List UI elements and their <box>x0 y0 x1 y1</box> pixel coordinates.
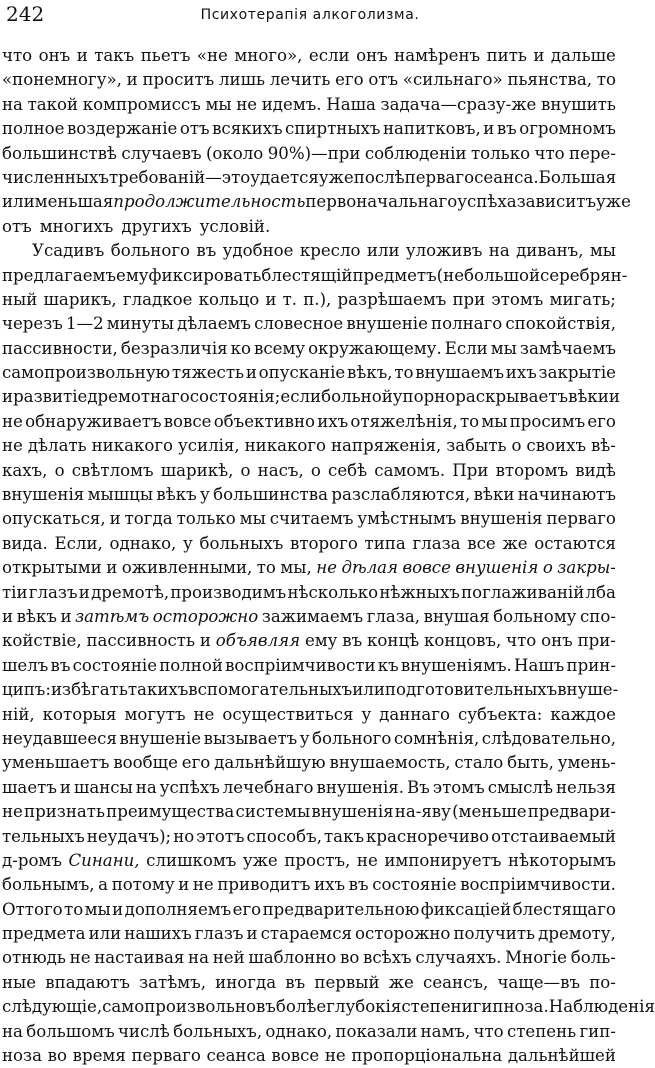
text-line: что онъ и такъ пьетъ «не много», если онъ намѣренъ пить и дальше <box>2 46 616 65</box>
text-line: вида. Если, однако, у больныхъ второго типа глаза все же остаются <box>2 533 616 553</box>
text-line: неудавшееся внушеніе вызываетъ у больного сомнѣнія, слѣдовательно, <box>2 728 616 748</box>
text-line: предлагаемъ ему фиксировать блестящій предметъ (небольшой серебрян- <box>2 265 628 285</box>
page-number: 242 <box>6 2 45 26</box>
text-line: ній, которыя могутъ не осуществиться у даннаго субъекта: каждое <box>2 704 616 724</box>
text-line: отъ многихъ другихъ условій. <box>2 216 271 236</box>
text-line: и вѣкъ и затѣмъ осторожно зажимаемъ глаза, внушая больному спо- <box>2 606 616 626</box>
page-header <box>6 2 614 28</box>
text-line: черезъ 1—2 минуты дѣлаемъ словесное внушеніе полнаго спокойствія, <box>2 314 616 334</box>
text-line: «понемногу», и проситъ лишь лечить его отъ «сильнаго» пьянства, то <box>2 70 616 90</box>
text-line: тіи глазъ и дремотѣ, производимъ нѣсколько нѣжныхъ поглаживаній лба <box>2 582 616 602</box>
text-line: пассивности, безразличія ко всему окружающему. Если мы замѣчаемъ <box>2 338 616 358</box>
text-line: шаетъ и шансы на успѣхъ лечебнаго внушенія. Въ этомъ смыслѣ нельзя <box>2 777 616 797</box>
text-line: не обнаруживаетъ вовсе объективно ихъ отяжелѣнія, то мы просимъ его <box>2 411 616 431</box>
text-line: Оттого то мы и дополняемъ его предварительною фиксаціей блестящаго <box>2 899 616 919</box>
text-line: на такой компромиссъ мы не идемъ. Наша задача—сразу-же внушить <box>2 94 616 114</box>
text-line: не признать преимущества системы внушенія на-яву (меньше предвари- <box>2 802 616 822</box>
text-line: шелъ въ состояніе полной воспріимчивости къ внушеніямъ. Нашъ прин- <box>2 655 616 675</box>
text-line: ципъ: избѣгать такихъ вспомогательныхъ или подготовительныхъ внуше- <box>2 680 619 700</box>
text-line: открытыми и оживленными, то мы, не дѣлая вовсе внушенія о закры- <box>2 558 616 578</box>
text-line: на большомъ числѣ больныхъ, однако, показали намъ, что степень гип- <box>2 1021 616 1041</box>
text-line: слѣдующіе, самопроизвольно въ болѣе глубокія степени гипноза. Наблюденія <box>2 997 655 1017</box>
text-line: ноза во время перваго сеанса вовсе не пропорціональна дальнѣйшей <box>2 1046 616 1066</box>
running-title: Психотерапія алкоголизма. <box>200 7 420 23</box>
text-line: уменьшаетъ вообще его дальнѣйшую внушаемость, стало быть, умень- <box>2 753 616 773</box>
text-line: самопроизвольную тяжесть и опусканіе вѣкъ, то внушаемъ ихъ закрытіе <box>2 363 616 383</box>
text-line: предмета или нашихъ глазъ и стараемся осторожно получить дремоту, <box>2 924 616 944</box>
text-line: полное воздержаніе отъ всякихъ спиртныхъ напитковъ, и въ огромномъ <box>2 119 616 139</box>
text-line: ный шарикъ, гладкое кольцо и т. п.), разрѣшаемъ при этомъ мигать; <box>2 289 616 309</box>
text-line: кахъ, о свѣтломъ шарикѣ, о насъ, о себѣ самомъ. При второмъ видѣ <box>2 460 616 480</box>
text-line: и развитіе дремотнаго состоянія; если больной упорно раскрываетъ вѣки и <box>2 387 620 407</box>
text-line: Усадивъ больного въ удобное кресло или уложивъ на диванъ, мы <box>32 241 616 261</box>
text-line: ные впадаютъ затѣмъ, иногда въ первый же сеансъ, чаще—въ по- <box>2 972 616 992</box>
text-line: отнюдь не настаивая на ней шаблонно во всѣхъ случаяхъ. Многіе боль- <box>2 948 616 968</box>
text-line: большинствѣ случаевъ (около 90%)—при соблюденіи только что пере- <box>2 143 616 163</box>
text-line: д-ромъ Синани, слишкомъ уже простъ, не импонируетъ нѣкоторымъ <box>2 850 616 870</box>
text-line: внушенія мышцы вѣкъ у большинства разслабляются, вѣки начинаютъ <box>2 485 616 505</box>
text-line: численныхъ требованій—это удается уже послѣ перваго сеанса. Большая <box>2 167 617 187</box>
text-line: койствіе, пассивность и объявляя ему въ концѣ концовъ, что онъ при- <box>2 631 616 651</box>
text-line: тельныхъ неудачъ); но этотъ способъ, такъ красноречиво отстаиваемый <box>2 826 616 846</box>
body-text <box>2 44 655 1068</box>
text-line: или меньшая продолжительность первоначальнаго успѣха зависитъ уже <box>2 192 631 212</box>
text-line: опускаться, и тогда только мы считаемъ умѣстнымъ внушенія перваго <box>2 509 616 529</box>
text-line: не дѣлать никакого усилія, никакого напряженія, забыть о своихъ вѣ- <box>2 436 616 456</box>
text-line: больнымъ, а потому и не приводитъ ихъ въ состояніе воспріимчивости. <box>2 875 616 895</box>
